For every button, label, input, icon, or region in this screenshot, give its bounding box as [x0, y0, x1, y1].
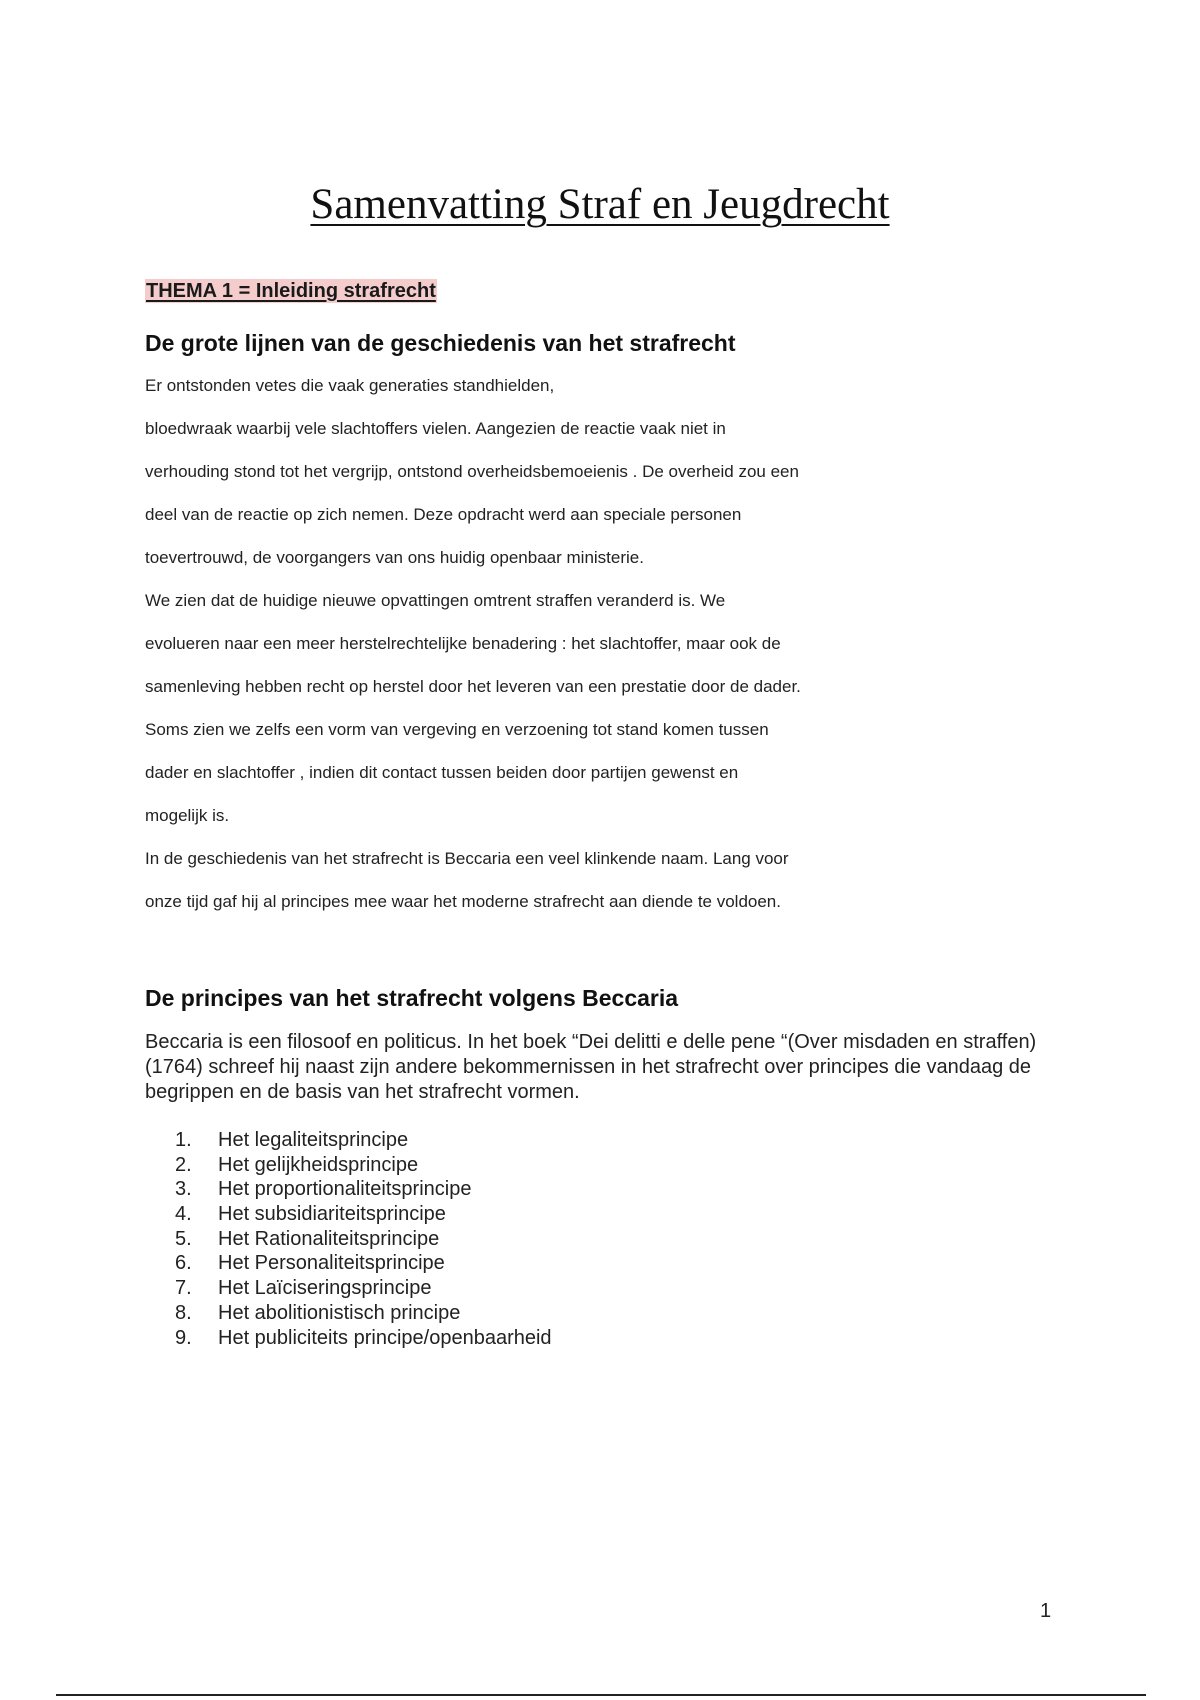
list-item [175, 1251, 552, 1276]
body-line: samenleving hebben recht op herstel door het leveren van een prestatie door de dader. [145, 677, 801, 696]
history-section-heading: De grote lijnen van de geschiedenis van het strafrecht [145, 330, 736, 356]
list-item-number: 2. [175, 1153, 192, 1176]
body-line: deel van de reactie op zich nemen. Deze opdracht werd aan speciale personen [145, 505, 742, 524]
beccaria-section-heading: De principes van het strafrecht volgens Beccaria [145, 985, 679, 1011]
history-section-body [145, 372, 1045, 931]
body-line: evolueren naar een meer herstelrechtelijke benadering : het slachtoffer, maar ook de [145, 634, 781, 653]
body-line: We zien dat de huidige nieuwe opvattingen omtrent straffen veranderd is. We [145, 591, 726, 610]
list-item-text: Het Rationaliteitsprincipe [218, 1227, 440, 1250]
body-line: onze tijd gaf hij al principes mee waar het moderne strafrecht aan diende te voldoen. [145, 892, 781, 911]
list-item-text: Het gelijkheidsprincipe [218, 1153, 419, 1176]
list-item-number: 5. [175, 1227, 192, 1250]
list-item [175, 1301, 552, 1326]
list-item [175, 1128, 552, 1153]
list-item [175, 1153, 552, 1178]
page-number: 1 [1040, 1600, 1052, 1622]
list-item-number: 9. [175, 1326, 192, 1349]
list-item-number: 1. [175, 1129, 192, 1151]
body-line: Er ontstonden vetes die vaak generaties standhielden, [145, 376, 555, 395]
list-item-text: Het publiciteits principe/openbaarheid [218, 1326, 552, 1349]
list-item [175, 1227, 552, 1252]
body-line: bloedwraak waarbij vele slachtoffers vielen. Aangezien de reactie vaak niet in [145, 419, 726, 438]
list-item-text: Het proportionaliteitsprincipe [218, 1178, 472, 1201]
list-item [175, 1177, 552, 1202]
body-line: Soms zien we zelfs een vorm van vergeving en verzoening tot stand komen tussen [145, 720, 769, 739]
body-line: verhouding stond tot het vergrijp, ontstond overheidsbemoeienis . De overheid zou een [145, 462, 799, 481]
theme-label: THEMA 1 = Inleiding strafrecht [146, 280, 436, 302]
list-item-text: Het abolitionistisch principe [218, 1301, 461, 1324]
list-item [175, 1202, 552, 1227]
list-item-text: Het Laïciseringsprincipe [218, 1277, 432, 1300]
list-item-text: Het subsidiariteitsprincipe [218, 1203, 446, 1226]
list-item-number: 3. [175, 1178, 192, 1201]
body-line: mogelijk is. [145, 806, 230, 825]
list-item-number: 7. [175, 1277, 192, 1300]
list-item [175, 1326, 552, 1351]
body-line: dader en slachtoffer , indien dit contact tussen beiden door partijen gewenst en [145, 763, 739, 782]
footer-divider [56, 1694, 1146, 1696]
list-item-text: Het Personaliteitsprincipe [218, 1252, 445, 1275]
list-item-number: 8. [175, 1301, 192, 1324]
principles-list [175, 1128, 552, 1350]
list-item-number: 4. [175, 1203, 192, 1226]
body-line: toevertrouwd, de voorgangers van ons huidig openbaar ministerie. [145, 548, 644, 567]
list-item [175, 1276, 552, 1301]
body-line: In de geschiedenis van het strafrecht is Beccaria een veel klinkende naam. Lang voor [145, 849, 789, 868]
beccaria-intro-paragraph: Beccaria is een filosoof en politicus. In het boek “Dei delitti e delle pene “(Over misdaden en straffen) (1764) schreef hij naast zijn andere bekommernissen in het strafrecht over principes die vandaag de begrippen en de basis van het strafrecht vormen. [145, 1031, 1037, 1103]
list-item-text: Het legaliteitsprincipe [218, 1129, 409, 1151]
page-title: Samenvatting Straf en Jeugdrecht [310, 181, 890, 228]
list-item-number: 6. [175, 1252, 192, 1275]
